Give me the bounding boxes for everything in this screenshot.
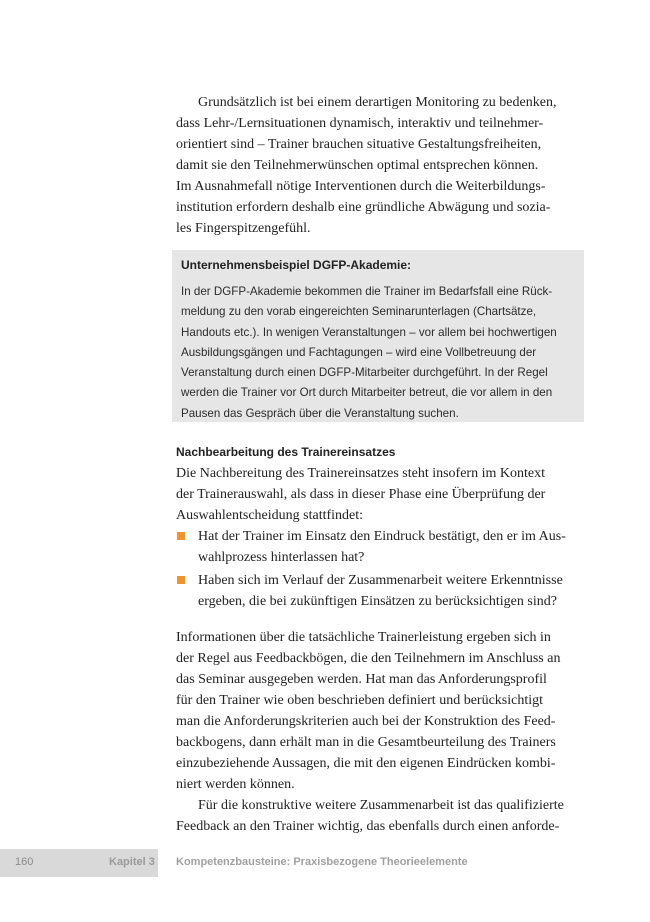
page-number: 160 bbox=[15, 856, 34, 868]
text-line: Handouts etc.). In wenigen Veranstaltungen – vor allem bei hochwertigen bbox=[181, 325, 557, 339]
square-bullet-icon bbox=[177, 576, 185, 584]
text-line: damit sie den Teilnehmerwünschen optimal entsprechen können. bbox=[176, 158, 539, 173]
case-example-box bbox=[172, 250, 584, 422]
case-example-body bbox=[181, 282, 577, 424]
text-line: man die Anforderungskriterien auch bei der Konstruktion des Feed- bbox=[176, 714, 556, 729]
section-heading: Nachbearbeitung des Trainereinsatzes bbox=[176, 445, 396, 459]
list-item bbox=[176, 570, 584, 612]
text-line: dass Lehr-/Lernsituationen dynamisch, interaktiv und teilnehmer- bbox=[176, 116, 544, 131]
closing-paragraph bbox=[176, 795, 584, 837]
text-line: ergeben, die bei zukünftigen Einsätzen zu berücksichtigen sind? bbox=[198, 594, 557, 609]
case-example-title: Unternehmensbeispiel DGFP-Akademie: bbox=[181, 258, 412, 272]
text-line: Die Nachbereitung des Trainereinsatzes steht insofern im Kontext bbox=[176, 466, 545, 481]
text-line: der Regel aus Feedbackbögen, die den Teilnehmern im Anschluss an bbox=[176, 651, 561, 666]
text-line: meldung zu den vorab eingereichten Seminarunterlagen (Chartsätze, bbox=[181, 305, 537, 319]
square-bullet-icon bbox=[177, 532, 185, 540]
text-line: Ausbildungsgängen und Fachtagungen – wird eine Vollbetreuung der bbox=[181, 345, 537, 359]
text-line: Feedback an den Trainer wichtig, das ebenfalls durch einen anforde- bbox=[176, 819, 560, 834]
text-line: einzubeziehende Aussagen, die mit den eigenen Eindrücken kombi- bbox=[176, 756, 556, 771]
text-line: Für die konstruktive weitere Zusammenarbeit ist das qualifizierte bbox=[198, 798, 564, 813]
text-line: wahlprozess hinterlassen hat? bbox=[198, 550, 365, 565]
text-line: das Seminar ausgegeben werden. Hat man das Anforderungsprofil bbox=[176, 672, 547, 687]
text-line: In der DGFP-Akademie bekommen die Trainer im Bedarfsfall eine Rück- bbox=[181, 285, 553, 298]
text-line: Im Ausnahmefall nötige Interventionen durch die Weiterbildungs- bbox=[176, 179, 546, 194]
running-title: Kompetenzbausteine: Praxisbezogene Theorieelemente bbox=[176, 856, 468, 868]
text-line: der Trainerauswahl, als dass in dieser Phase eine Überprüfung der bbox=[176, 487, 546, 502]
text-line: Haben sich im Verlauf der Zusammenarbeit weitere Erkenntnisse bbox=[198, 573, 563, 588]
text-line: orientiert sind – Trainer brauchen situative Gestaltungsfreiheiten, bbox=[176, 137, 542, 152]
list-item bbox=[176, 526, 584, 568]
text-line: Auswahlentscheidung stattfindet: bbox=[176, 508, 364, 523]
text-line: Grundsätzlich ist bei einem derartigen Monitoring zu bedenken, bbox=[198, 95, 557, 110]
text-line: werden die Trainer vor Ort durch Mitarbeiter betreut, die vor allem in den bbox=[181, 386, 553, 400]
intro-paragraph bbox=[176, 92, 584, 239]
text-line: niert werden können. bbox=[176, 777, 295, 792]
text-line: Informationen über die tatsächliche Trainerleistung ergeben sich in bbox=[176, 630, 551, 645]
text-line: les Fingerspitzengefühl. bbox=[176, 221, 311, 236]
section-paragraph bbox=[176, 463, 584, 526]
text-line: institution erfordern deshalb eine gründliche Abwägung und sozia- bbox=[176, 200, 551, 215]
text-line: Veranstaltung durch einen DGFP-Mitarbeiter durchgeführt. In der Regel bbox=[181, 366, 548, 380]
feedback-paragraph bbox=[176, 627, 584, 795]
bullet-list bbox=[176, 526, 584, 614]
text-line: backbogens, dann erhält man in die Gesamtbeurteilung des Trainers bbox=[176, 735, 556, 750]
text-line: für den Trainer wie oben beschrieben definiert und berücksichtigt bbox=[176, 693, 544, 708]
text-line: Hat der Trainer im Einsatz den Eindruck bestätigt, den er im Aus- bbox=[198, 529, 566, 544]
chapter-label: Kapitel 3 bbox=[109, 856, 155, 868]
text-line: Pausen das Gespräch über die Veranstaltung suchen. bbox=[181, 406, 459, 420]
